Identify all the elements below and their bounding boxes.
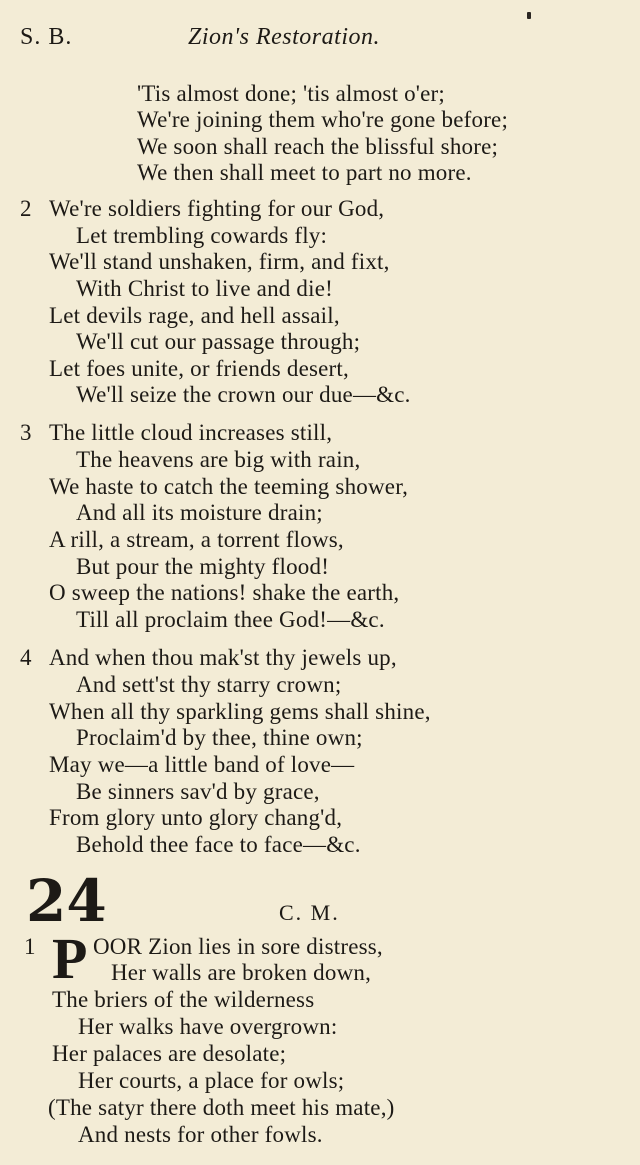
header-title: Zion's Restoration.	[188, 24, 380, 50]
verse-line: Her courts, a place for owls;	[78, 1068, 345, 1093]
stanza-number: 4	[20, 645, 32, 670]
verse-line: Proclaim'd by thee, thine own;	[76, 725, 363, 750]
hymn-meter: C. M.	[279, 900, 340, 925]
verse-line: The little cloud increases still,	[49, 420, 333, 445]
hymn-number: 24	[26, 867, 107, 935]
verse-line: Let foes unite, or friends desert,	[49, 356, 349, 381]
verse-line: Her walks have overgrown:	[78, 1014, 338, 1039]
verse-line: We'll stand unshaken, firm, and fixt,	[49, 249, 390, 274]
verse-line: The heavens are big with rain,	[76, 447, 361, 472]
verse-line: A rill, a stream, a torrent flows,	[49, 527, 344, 552]
verse-line: Be sinners sav'd by grace,	[76, 779, 320, 804]
verse-line: Till all proclaim thee God!—&c.	[76, 607, 385, 632]
verse-line: We'll cut our passage through;	[76, 329, 361, 354]
header-initials: S. B.	[20, 24, 73, 50]
verse-line: OOR Zion lies in sore distress,	[93, 934, 383, 959]
stanza-number: 2	[20, 196, 32, 221]
running-header	[20, 24, 620, 56]
verse-line: The briers of the wilderness	[52, 987, 315, 1012]
verse-line: May we—a little band of love—	[49, 752, 355, 777]
verse-line: And all its moisture drain;	[76, 500, 323, 525]
verse-line: And nests for other fowls.	[78, 1122, 323, 1147]
intro-line: We soon shall reach the blissful shore;	[137, 134, 499, 159]
verse-line: Let devils rage, and hell assail,	[49, 303, 340, 328]
verse-line: And when thou mak'st thy jewels up,	[49, 645, 397, 670]
verse-line: When all thy sparkling gems shall shine,	[49, 699, 431, 724]
verse-line: Her walls are broken down,	[111, 960, 372, 985]
verse-line: Let trembling cowards fly:	[76, 223, 328, 248]
verse-line: Her palaces are desolate;	[52, 1041, 287, 1066]
intro-line: We're joining them who're gone before;	[137, 107, 509, 132]
intro-line: We then shall meet to part no more.	[137, 160, 472, 185]
verse-line: We'll seize the crown our due—&c.	[76, 382, 411, 407]
stanza-number: 3	[20, 420, 32, 445]
verse-line: (The satyr there doth meet his mate,)	[48, 1095, 395, 1120]
verse-line: We haste to catch the teeming shower,	[49, 474, 409, 499]
verse-line: O sweep the nations! shake the earth,	[49, 580, 400, 605]
stanza-number: 1	[24, 934, 36, 959]
intro-line: 'Tis almost done; 'tis almost o'er;	[137, 81, 446, 106]
verse-line: Behold thee face to face—&c.	[76, 832, 361, 857]
drop-cap: P	[52, 926, 88, 991]
print-mark	[527, 12, 531, 19]
verse-line: We're soldiers fighting for our God,	[49, 196, 385, 221]
verse-line: And sett'st thy starry crown;	[76, 672, 342, 697]
verse-line: But pour the mighty flood!	[76, 554, 330, 579]
verse-line: With Christ to live and die!	[76, 276, 333, 301]
verse-line: From glory unto glory chang'd,	[49, 805, 343, 830]
